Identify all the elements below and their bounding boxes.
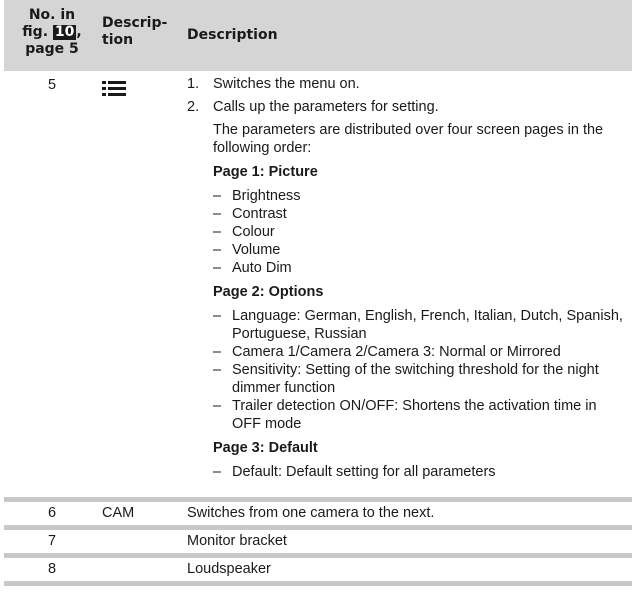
row-symbol: CAM [102, 505, 135, 521]
page1-title: Page 1: Picture [213, 164, 318, 180]
table-row [4, 502, 632, 525]
step-text: Calls up the parameters for setting. [213, 99, 439, 115]
list-item-text: Contrast [232, 206, 287, 222]
dash: – [213, 308, 222, 324]
header-symbol-line1: Descrip- [102, 15, 168, 31]
row-description: Monitor bracket [187, 533, 287, 549]
dash: – [213, 260, 222, 276]
page2-title: Page 2: Options [213, 284, 324, 300]
dash: – [213, 206, 222, 222]
row-description [187, 75, 627, 481]
header-number-line1: No. in [28, 7, 76, 23]
list-item-text: Auto Dim [232, 260, 292, 276]
dash: – [213, 344, 222, 360]
page3-title: Page 3: Default [213, 440, 318, 456]
list-item-text: Default: Default setting for all parameters [232, 464, 496, 480]
row-number: 5 [47, 77, 57, 93]
header-description-column: Description [187, 27, 278, 43]
table-row [4, 558, 632, 581]
header-fig-label: fig. [22, 24, 49, 40]
step-number: 2. [187, 99, 200, 115]
figure-number-badge: 10 [54, 24, 75, 40]
description-table [4, 0, 632, 586]
dash: – [213, 224, 222, 240]
dash: – [213, 464, 222, 480]
list-item [213, 205, 627, 223]
list-item-text: Brightness [232, 188, 301, 204]
table-row [4, 530, 632, 553]
row-number: 7 [47, 533, 57, 549]
page1-list [213, 187, 627, 277]
list-item-text: Language: German, English, French, Italian, Dutch, Spanish, Portuguese, Russian [232, 308, 623, 342]
dash: – [213, 242, 222, 258]
parameters-intro: The parameters are distributed over four screen pages in the following order: [213, 122, 604, 156]
dash: – [213, 398, 222, 414]
list-item [213, 397, 627, 433]
list-item-text: Volume [232, 242, 281, 258]
header-number-line3: page 5 [25, 41, 79, 57]
row-number: 6 [47, 505, 57, 521]
table-header [4, 0, 632, 71]
list-item [213, 223, 627, 241]
list-item-text: Sensitivity: Setting of the switching threshold for the night dimmer function [232, 362, 599, 396]
header-number-column [4, 7, 100, 58]
dash: – [213, 362, 222, 378]
list-item [213, 241, 627, 259]
list-item [213, 343, 627, 361]
row-divider [4, 581, 632, 586]
list-item [213, 187, 627, 205]
list-item-text: Camera 1/Camera 2/Camera 3: Normal or Mirrored [232, 344, 561, 360]
row-description: Loudspeaker [187, 561, 271, 577]
menu-list-icon [102, 80, 126, 96]
step-details [213, 121, 627, 481]
table-row [4, 71, 632, 497]
row-description: Switches from one camera to the next. [187, 505, 435, 521]
list-item [213, 361, 627, 397]
header-symbol-column [102, 15, 167, 49]
list-item [213, 307, 627, 343]
step-item [187, 75, 627, 93]
header-comma: , [76, 24, 82, 40]
list-item-text: Colour [232, 224, 275, 240]
list-item-text: Trailer detection ON/OFF: Shortens the activation time in OFF mode [232, 398, 597, 432]
page2-list [213, 307, 627, 433]
header-number-line2 [4, 24, 100, 41]
list-item [213, 463, 627, 481]
header-symbol-line2: tion [102, 32, 134, 48]
dash: – [213, 188, 222, 204]
step-item [187, 98, 627, 116]
step-text: Switches the menu on. [213, 76, 360, 92]
list-item [213, 259, 627, 277]
row-number: 8 [47, 561, 57, 577]
page3-list [213, 463, 627, 481]
step-number: 1. [187, 76, 200, 92]
